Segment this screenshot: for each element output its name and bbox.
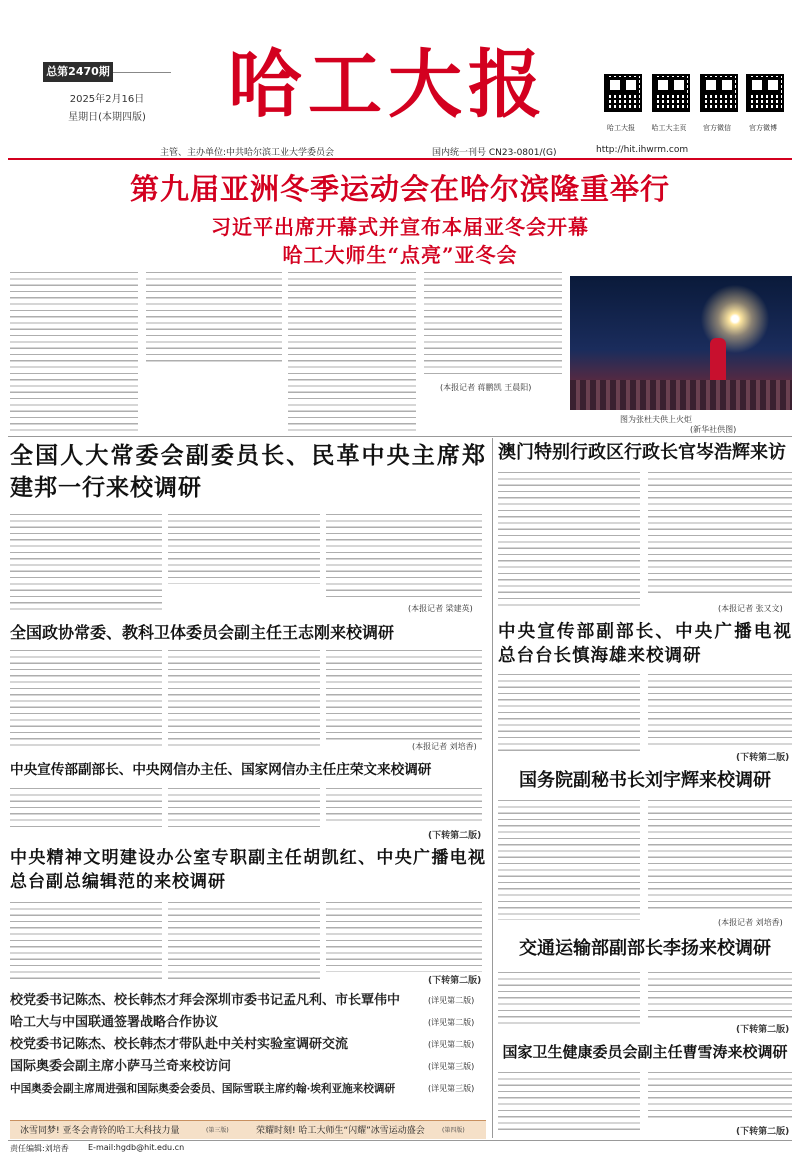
brief-2-page: (详见第二版) [428, 1018, 475, 1027]
bottom-bar-item-1[interactable]: 冰雪同梦! 亚冬会青铃的哈工大科技力量 [20, 1126, 180, 1136]
article-7-body-2 [168, 902, 320, 980]
article-1-credit: (本报记者 梁建英) [408, 604, 473, 613]
masthead [0, 0, 800, 160]
qr-code-newspaper [604, 74, 642, 112]
brief-4-title[interactable]: 国际奥委会副主席小萨马兰奇来校访问 [10, 1059, 232, 1074]
issue-weekday: 星期日(本期四版) [68, 112, 146, 123]
brief-3-title[interactable]: 校党委书记陈杰、校长韩杰才带队赴中关村实验室调研交流 [10, 1037, 349, 1052]
footer-email[interactable]: E-mail:hgdb@hit.edu.cn [88, 1143, 185, 1152]
article-7-headline: 中央精神文明建设办公室专职副主任胡凯红、中央广播电视总台副总编辑范的来校调研 [10, 848, 486, 892]
article-3-body-3 [326, 650, 482, 740]
lead-subhead-2: 哈工大师生“点亮”亚冬会 [282, 243, 518, 267]
lead-body-col-1 [10, 272, 138, 432]
article-6-headline: 国务院副秘书长刘宇辉来校调研 [519, 770, 771, 791]
article-4-more: (下转第二版) [736, 753, 790, 763]
article-4-headline: 中央宣传部副部长、中央广播电视总台台长慎海雄来校调研 [498, 622, 792, 666]
article-6-body-1 [498, 800, 640, 920]
newspaper-title: 哈工大报 [228, 42, 548, 128]
article-5-body-1 [10, 788, 162, 832]
article-6-credit: (本报记者 刘培香) [718, 918, 783, 927]
section-rule-1 [8, 436, 792, 437]
bottom-bar-item-2[interactable]: 荣耀时刻! 哈工大师生“闪耀”冰雪运动盛会 [256, 1126, 425, 1136]
issue-date: 2025年2月16日 [69, 94, 145, 105]
article-1-body-2 [168, 514, 320, 584]
qr-code-homepage [652, 74, 690, 112]
article-5-more: (下转第二版) [428, 831, 482, 841]
lead-headline: 第九届亚洲冬季运动会在哈尔滨隆重举行 [129, 172, 670, 206]
article-8-body-1 [498, 972, 640, 1026]
article-3-body-2 [168, 650, 320, 750]
photo-caption: 图为张杜夫供上火炬 [620, 415, 692, 424]
lead-body-col-4 [424, 272, 562, 374]
article-9-headline: 国家卫生健康委员会副主任曹雪涛来校调研 [502, 1043, 788, 1061]
article-2-headline: 澳门特别行政区行政长官岑浩辉来访 [498, 442, 786, 463]
website-url[interactable]: http://hit.ihwrm.com [596, 145, 689, 155]
lead-body-col-2 [146, 272, 282, 362]
article-9-body-2 [648, 1072, 792, 1120]
article-5-headline: 中央宣传部副部长、中央网信办主任、国家网信办主任庄荣文来校调研 [10, 762, 432, 778]
bottom-bar-item-1-page: (第三版) [206, 1127, 229, 1134]
column-divider [492, 438, 493, 1138]
article-9-body-1 [498, 1072, 640, 1130]
brief-5-page: (详见第三版) [428, 1084, 475, 1093]
brief-4-page: (详见第三版) [428, 1062, 475, 1071]
footer-rule [8, 1140, 792, 1141]
article-5-body-3 [326, 788, 482, 826]
masthead-rule [8, 158, 792, 160]
article-7-body-1 [10, 902, 162, 980]
photo-credit: (新华社供图) [690, 425, 737, 434]
article-4-body-1 [498, 674, 640, 754]
cn-number: 国内统一刊号 CN23-0801/(G) [432, 148, 557, 158]
article-3-headline: 全国政协常委、教科卫体委员会副主任王志刚来校调研 [10, 623, 395, 642]
article-8-more: (下转第二版) [736, 1025, 790, 1035]
article-6-body-2 [648, 800, 792, 912]
article-1-body-3 [326, 514, 482, 598]
article-4-body-2 [648, 674, 792, 748]
article-1-body-1 [10, 514, 162, 614]
brief-3-page: (详见第二版) [428, 1040, 475, 1049]
qr-label-weibo: 官方微博 [749, 124, 777, 132]
brief-2-title[interactable]: 哈工大与中国联通签署战略合作协议 [10, 1015, 219, 1030]
article-9-more: (下转第二版) [736, 1127, 790, 1137]
article-7-more: (下转第二版) [428, 976, 482, 986]
brief-5-title[interactable]: 中国奥委会副主席周进强和国际奥委会委员、国际雪联主席约翰·埃利亚施来校调研 [10, 1083, 396, 1095]
crowd [570, 380, 792, 410]
issue-info-box [43, 62, 171, 154]
article-8-body-2 [648, 972, 792, 1020]
brief-1-page: (详见第二版) [428, 996, 475, 1005]
qr-code-wechat [700, 74, 738, 112]
firework-burst [690, 284, 780, 354]
article-2-credit: (本报记者 张又文) [718, 604, 783, 613]
qr-code-weibo [746, 74, 784, 112]
issue-total: 总第2470期 [43, 62, 113, 82]
article-2-body-2 [648, 472, 792, 598]
article-2-body-1 [498, 472, 640, 608]
lead-credit: (本报记者 蒋鹏凯 王晨阳) [440, 383, 532, 392]
footer-editor: 责任编辑:刘培香 [10, 1144, 69, 1153]
article-3-body-1 [10, 650, 162, 750]
issue-info-rule [113, 72, 171, 73]
article-1-headline: 全国人大常委会副委员长、民革中央主席郑建邦一行来校调研 [10, 442, 486, 501]
bottom-bar [10, 1120, 486, 1139]
lead-body-col-3 [288, 272, 416, 432]
qr-label-newspaper: 哈工大报 [607, 124, 635, 132]
article-5-body-2 [168, 788, 320, 832]
article-3-credit: (本报记者 刘培香) [412, 742, 477, 751]
sponsor-line: 主管、主办单位:中共哈尔滨工业大学委员会 [160, 148, 335, 158]
qr-label-homepage: 哈工大主页 [651, 124, 687, 132]
article-8-headline: 交通运输部副部长李扬来校调研 [519, 938, 771, 959]
article-7-body-3 [326, 902, 482, 972]
bottom-bar-item-2-page: (第四版) [442, 1127, 465, 1134]
lead-subhead-1: 习近平出席开幕式并宣布本届亚冬会开幕 [211, 215, 589, 239]
briefs-list [10, 990, 486, 1130]
qr-label-wechat: 官方微信 [703, 124, 731, 132]
lead-photo [570, 276, 792, 410]
brief-1-title[interactable]: 校党委书记陈杰、校长韩杰才拜会深圳市委书记孟凡利、市长覃伟中 [10, 993, 401, 1008]
